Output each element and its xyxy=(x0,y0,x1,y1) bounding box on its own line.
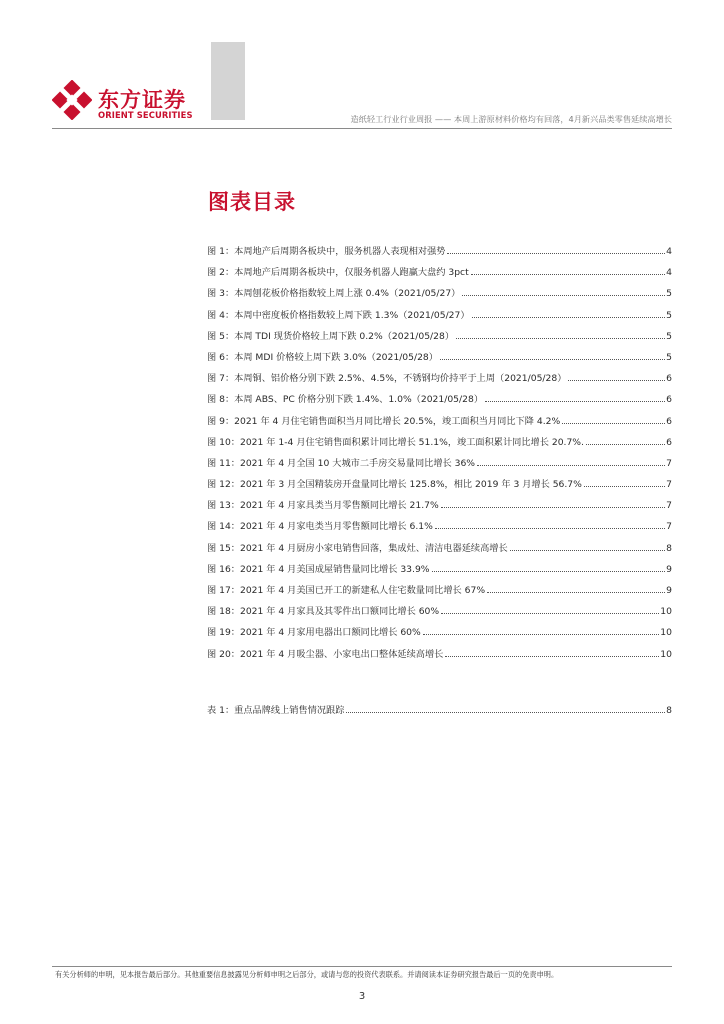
toc-entry-figure-16[interactable] xyxy=(207,561,672,582)
toc-entry-label: 图 18：2021 年 4 月家具及其零件出口额同比增长 60% xyxy=(207,606,440,618)
toc-entry-figure-6[interactable] xyxy=(207,349,672,370)
dot-leader xyxy=(471,274,665,275)
toc-entry-figure-11[interactable] xyxy=(207,455,672,476)
dot-leader xyxy=(586,444,665,445)
toc-entry-figure-13[interactable] xyxy=(207,497,672,518)
logo-english-name: ORIENT SECURITIES xyxy=(98,110,193,120)
page-number: 3 xyxy=(358,991,366,1002)
toc-entry-page: 8 xyxy=(666,542,672,554)
toc-entry-page: 10 xyxy=(660,648,672,660)
toc-entry-page: 10 xyxy=(660,627,672,639)
dot-leader xyxy=(568,380,665,381)
toc-entry-page: 10 xyxy=(660,606,672,618)
toc-entry-label: 图 3：本周刨花板价格指数较上周上涨 0.4%（2021/05/27） xyxy=(207,288,461,300)
footer-divider xyxy=(52,966,672,967)
toc-entry-page: 8 xyxy=(666,705,672,716)
toc-entry-label: 图 5：本周 TDI 现货价格较上周下跌 0.2%（2021/05/28） xyxy=(207,330,455,342)
toc-entry-label: 图 19：2021 年 4 月家用电器出口额同比增长 60% xyxy=(207,627,421,639)
toc-entry-table-1[interactable] xyxy=(207,702,672,723)
toc-entry-label: 图 2：本周地产后周期各板块中，仅服务机器人跑赢大盘约 3pct xyxy=(207,267,469,279)
toc-entry-page: 9 xyxy=(666,585,672,596)
dot-leader xyxy=(472,317,666,318)
dot-leader xyxy=(456,338,665,339)
toc-entry-label: 图 8：本周 ABS、PC 价格分别下跌 1.4%、1.0%（2021/05/28） xyxy=(207,394,484,406)
toc-entry-page: 4 xyxy=(666,246,672,257)
disclaimer-text: 有关分析师的申明，见本报告最后部分。其他重要信息披露见分析师申明之后部分，或请与您的投资代表联系。并请阅读本证券研究报告最后一页的免责申明。 xyxy=(55,970,559,979)
toc-entry-label: 图 16：2021 年 4 月美国成屋销售量同比增长 33.9% xyxy=(207,563,430,575)
toc-entry-page: 6 xyxy=(666,415,672,427)
toc-entry-page: 4 xyxy=(666,267,672,279)
toc-entry-page: 5 xyxy=(666,288,672,300)
dot-leader xyxy=(440,359,665,360)
toc-entry-label: 图 11：2021 年 4 月全国 10 大城市二手房交易量同比增长 36% xyxy=(207,457,476,469)
toc-entry-label: 图 20：2021 年 4 月吸尘器、小家电出口整体延续高增长 xyxy=(207,648,444,660)
toc-entry-label: 图 7：本周铜、铝价格分别下跌 2.5%、4.5%，不锈钢均价持平于上周（2021/05/28） xyxy=(207,373,567,385)
toc-entry-page: 7 xyxy=(666,479,672,491)
toc-entry-figure-7[interactable] xyxy=(207,370,672,391)
toc-entry-label: 图 10：2021 年 1-4 月住宅销售面积累计同比增长 51.1%，竣工面积累计同比增长 20.7%. xyxy=(207,436,584,448)
dot-leader xyxy=(562,423,665,424)
toc-entry-figure-9[interactable] xyxy=(207,413,672,434)
dot-leader xyxy=(423,634,660,635)
toc-entry-figure-14[interactable] xyxy=(207,518,672,539)
dot-leader xyxy=(447,253,665,254)
dot-leader xyxy=(510,550,665,551)
dot-leader xyxy=(441,613,659,614)
toc-entry-figure-18[interactable] xyxy=(207,603,672,624)
toc-entry-page: 6 xyxy=(666,373,672,385)
dot-leader xyxy=(445,656,659,657)
dot-leader xyxy=(477,465,665,466)
toc-entry-page: 7 xyxy=(666,457,672,469)
toc-entry-figure-1[interactable] xyxy=(207,243,672,264)
toc-entry-label: 图 1：本周地产后周期各板块中，服务机器人表现相对强势 xyxy=(207,246,446,257)
toc-entry-figure-4[interactable] xyxy=(207,307,672,328)
logo-chinese-name: 东方证券 xyxy=(98,88,186,112)
dot-leader xyxy=(435,528,665,529)
orient-logo-icon xyxy=(52,80,92,120)
toc-entry-page: 6 xyxy=(666,394,672,406)
toc-entry-label: 表 1：重点品牌线上销售情况跟踪 xyxy=(207,705,345,716)
toc-entry-figure-12[interactable] xyxy=(207,476,672,497)
dot-leader xyxy=(485,401,665,402)
toc-entry-label: 图 6：本周 MDI 价格较上周下跌 3.0%（2021/05/28） xyxy=(207,351,438,363)
toc-entry-figure-2[interactable] xyxy=(207,264,672,285)
toc-entry-figure-19[interactable] xyxy=(207,624,672,645)
toc-entry-label: 图 4：本周中密度板价格指数较上周下跌 1.3%（2021/05/27） xyxy=(207,309,470,321)
report-title: 造纸轻工行业行业周报 —— 本周上游原材料价格均有回落，4月新兴品类零售延续高增长 xyxy=(350,114,672,124)
toc-entry-page: 7 xyxy=(666,521,672,533)
toc-entry-page: 5 xyxy=(666,351,672,363)
dot-leader xyxy=(487,592,665,593)
dot-leader xyxy=(462,295,665,296)
company-logo xyxy=(52,80,222,124)
toc-entry-figure-3[interactable] xyxy=(207,285,672,306)
dot-leader xyxy=(441,507,665,508)
toc-entry-label: 图 15：2021 年 4 月厨房小家电销售回落，集成灶、清洁电器延续高增长 xyxy=(207,542,508,554)
figure-list xyxy=(207,243,672,667)
dot-leader xyxy=(346,712,665,713)
toc-entry-label: 图 12：2021 年 3 月全国精装房开盘量同比增长 125.8%，相比 2019 年 3 月增长 56.7% xyxy=(207,479,582,491)
toc-entry-label: 图 13：2021 年 4 月家具类当月零售额同比增长 21.7% xyxy=(207,500,439,512)
toc-entry-figure-8[interactable] xyxy=(207,391,672,412)
dot-leader xyxy=(432,571,666,572)
toc-entry-page: 9 xyxy=(666,563,672,575)
header-divider xyxy=(52,128,672,129)
toc-entry-label: 图 17：2021 年 4 月美国已开工的新建私人住宅数量同比增长 67% xyxy=(207,585,486,596)
toc-entry-page: 5 xyxy=(666,330,672,342)
toc-entry-figure-15[interactable] xyxy=(207,540,672,561)
toc-entry-label: 图 9：2021 年 4 月住宅销售面积当月同比增长 20.5%，竣工面积当月同比下降 4.2% xyxy=(207,415,561,427)
toc-entry-label: 图 14：2021 年 4 月家电类当月零售额同比增长 6.1% xyxy=(207,521,433,533)
toc-entry-figure-10[interactable] xyxy=(207,434,672,455)
toc-entry-page: 6 xyxy=(666,436,672,448)
toc-entry-figure-17[interactable] xyxy=(207,582,672,603)
toc-entry-figure-20[interactable] xyxy=(207,646,672,667)
section-title: 图表目录 xyxy=(208,190,296,214)
dot-leader xyxy=(584,486,665,487)
toc-entry-figure-5[interactable] xyxy=(207,328,672,349)
table-list xyxy=(207,702,672,723)
toc-entry-page: 5 xyxy=(666,309,672,321)
toc-entry-page: 7 xyxy=(666,500,672,512)
